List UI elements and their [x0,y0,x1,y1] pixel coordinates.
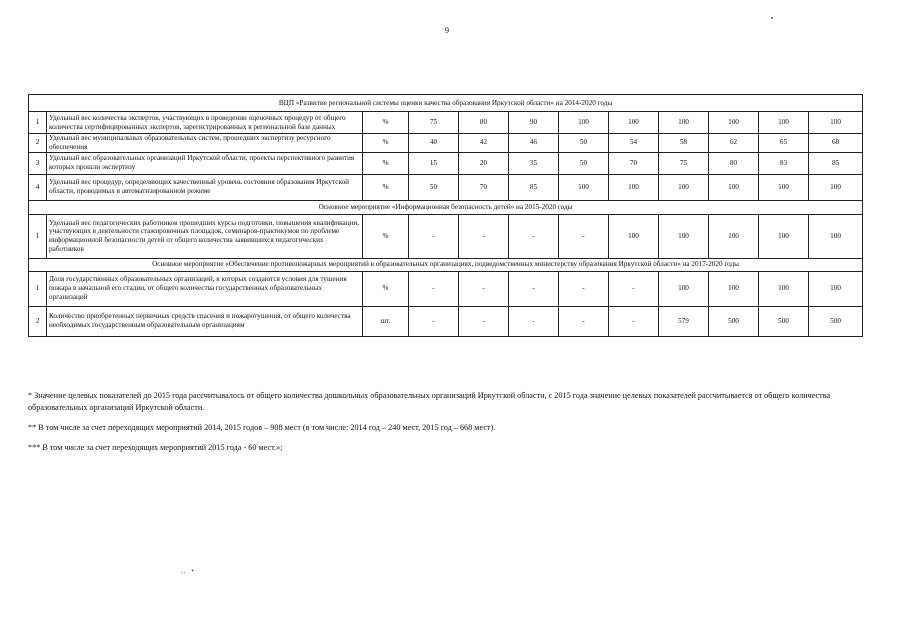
value-cell: 100 [809,174,863,200]
value-cell: 100 [609,214,659,258]
section-title: Основное мероприятие «Информационная безопасность детей» на 2015-2020 годы [29,200,863,214]
section-header-row [29,200,863,214]
value-cell: - [459,214,509,258]
indicator-description: Удельный вес процедур, определяющих качественный уровень состояния образования Иркутской области, проводимых в автоматизированном режиме [47,174,363,200]
row-number: 1 [29,214,47,258]
value-cell: 100 [709,271,759,306]
value-cell: 100 [709,174,759,200]
value-cell: 100 [759,214,809,258]
value-cell: 80 [459,112,509,134]
value-cell: 85 [509,174,559,200]
value-cell: 58 [659,134,709,153]
value-cell: 50 [559,152,609,174]
value-cell: 80 [709,152,759,174]
value-cell: 100 [809,214,863,258]
row-number: 1 [29,112,47,134]
unit-cell: % [363,134,409,153]
section-header-row [29,258,863,271]
value-cell: 100 [759,271,809,306]
page-number: 9 [445,26,449,35]
value-cell: 54 [609,134,659,153]
value-cell: - [559,271,609,306]
indicators-table [28,94,863,337]
value-cell: 15 [409,152,459,174]
value-cell: 100 [809,271,863,306]
value-cell: - [609,271,659,306]
value-cell: 500 [759,306,809,336]
value-cell: 90 [509,112,559,134]
scan-mark: ‥ • [181,567,196,575]
indicator-description: Удельный вес муниципальных образовательных систем, прошедших экспертизу ресурсного обеспечения [47,134,363,153]
table-row [29,174,863,200]
footnotes [28,390,873,462]
value-cell: - [459,271,509,306]
value-cell: - [409,306,459,336]
value-cell: 20 [459,152,509,174]
value-cell: 100 [659,174,709,200]
value-cell: 100 [659,214,709,258]
value-cell: 100 [609,174,659,200]
indicator-description: Удельный вес количества экспертов, участвующих в проведении оценочных процедур от общего количества сертифицированных экспертов, зарегистрированных в региональной базе данных [47,112,363,134]
value-cell: 100 [759,174,809,200]
value-cell: 100 [609,112,659,134]
value-cell: 100 [659,271,709,306]
value-cell: 75 [659,152,709,174]
value-cell: 100 [659,112,709,134]
table-row [29,306,863,336]
unit-cell: % [363,112,409,134]
row-number: 4 [29,174,47,200]
value-cell: - [409,271,459,306]
value-cell: - [509,271,559,306]
value-cell: - [559,214,609,258]
unit-cell: % [363,271,409,306]
row-number: 3 [29,152,47,174]
value-cell: - [509,214,559,258]
unit-cell: % [363,214,409,258]
footnote: *** В том числе за счет переходящих мероприятий 2015 года - 60 мест.»; [28,442,283,452]
unit-cell: % [363,152,409,174]
indicator-description: Удельный вес образовательных организаций Иркутской области, проекты перспективного развития которых прошли экспертизу [47,152,363,174]
table-row [29,134,863,153]
value-cell: 42 [459,134,509,153]
value-cell: 500 [809,306,863,336]
value-cell: 40 [409,134,459,153]
scan-speck [771,17,773,19]
value-cell: 100 [709,214,759,258]
value-cell: 100 [709,112,759,134]
indicator-description: Удельный вес педагогических работников прошедших курсы подготовки, повышения квалификации, участвующих в деятельности стажировочных площадок, семинаров-практикумов по проблеме информационной безопасности детей от общего количества заявившихся педагогических работников [47,214,363,258]
row-number: 2 [29,306,47,336]
table-row [29,214,863,258]
value-cell: - [609,306,659,336]
table-row [29,112,863,134]
value-cell: 35 [509,152,559,174]
value-cell: 50 [559,134,609,153]
value-cell: 46 [509,134,559,153]
footnote: * Значение целевых показателей до 2015 года рассчитывалось от общего количества дошкольных образовательных организаций Иркутской области, с 2015 года значение целевых показателей рассчитывается от общего количества образовательных организаций Иркутской области. [28,391,831,412]
indicator-description: Доля государственных образовательных организаций, в которых создаются условия для тушения пожара в начальной его стадии, от общего количества государственных образовательных организаций [47,271,363,306]
row-number: 2 [29,134,47,153]
section-header-row [29,95,863,112]
section-title: Основное мероприятие «Обеспечение противопожарных мероприятий в образовательных организациях, подведомственных министерству образования Иркутской области» на 2017-2020 годы [29,258,863,271]
value-cell: 75 [409,112,459,134]
value-cell: 100 [559,112,609,134]
value-cell: 100 [809,112,863,134]
section-title: ВЦП «Развитие региональной системы оценки качества образования Иркутской области» на 2014-2020 годы [29,95,863,112]
table-row [29,271,863,306]
value-cell: - [459,306,509,336]
value-cell: - [409,214,459,258]
value-cell: 70 [609,152,659,174]
value-cell: 70 [459,174,509,200]
value-cell: 62 [709,134,759,153]
value-cell: 579 [659,306,709,336]
value-cell: - [559,306,609,336]
value-cell: 100 [759,112,809,134]
value-cell: 50 [409,174,459,200]
value-cell: - [509,306,559,336]
value-cell: 83 [759,152,809,174]
footnote: ** В том числе за счет переходящих мероприятий 2014, 2015 годов – 908 мест (в том числе: 2014 год – 240 мест, 2015 год – 668 мест). [28,422,496,432]
unit-cell: % [363,174,409,200]
table-row [29,152,863,174]
unit-cell: шт. [363,306,409,336]
value-cell: 85 [809,152,863,174]
value-cell: 500 [709,306,759,336]
value-cell: 68 [809,134,863,153]
indicator-description: Количество приобретенных первичных средств спасения и пожаротушения, от общего количества необходимых государственным образовательным организациям [47,306,363,336]
value-cell: 65 [759,134,809,153]
row-number: 1 [29,271,47,306]
value-cell: 100 [559,174,609,200]
